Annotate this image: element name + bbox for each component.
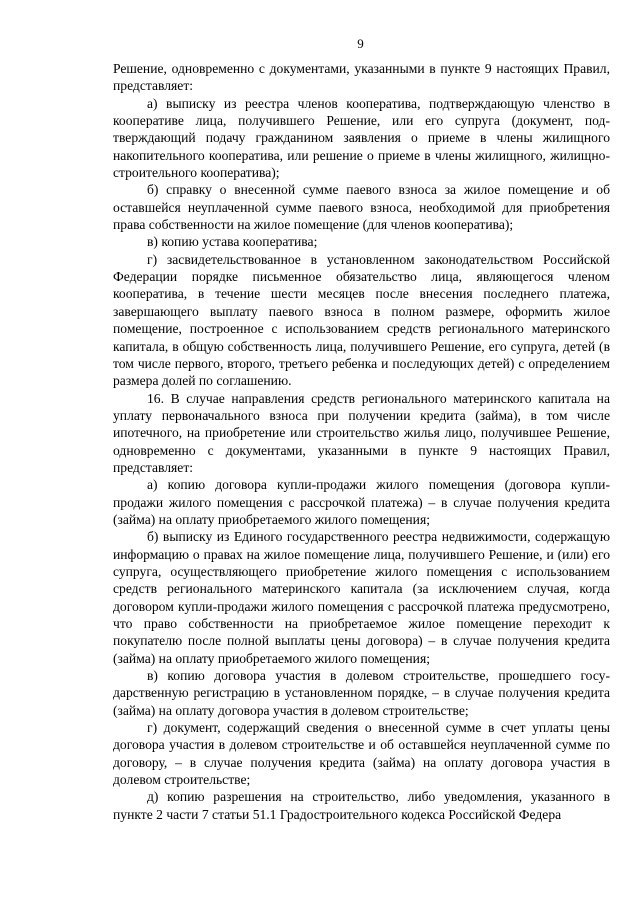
paragraph: в) копию устава кооператива; <box>147 234 318 250</box>
paragraph: г) засвидетельствованное в установленном законодательством Российской Федерации порядке письменное обязательство лица, являющегося членом кооператива, в течение шести месяцев после внесения последнего платежа, завершающего выплату паевого взноса в полном размере, оформить жилое помещение, построенное с использованием средств регионального материнского капитала, в общую собственность лица, получившего Решение, его супруга, детей (в том числе первого, второго, третьего ребенка и последующих детей) с определением размера долей по соглашению. <box>113 251 610 389</box>
document-body <box>113 60 610 823</box>
paragraph: 16. В случае направления средств регионального материнского капитала на уплату первоначального взноса при получении кредита (займа), в том числе ипотечного, на приобретение или строительство жилья лицо, получившее Решение, одновременно с документами, указанными в пункте 9 настоящих Правил, представляет: <box>113 390 610 475</box>
paragraph: в) копию договора участия в долевом строительстве, прошедшего государственную регистрацию в установленном порядке, – в случае получения кредита (займа) на оплату договора участия в долевом строительстве; <box>113 668 610 718</box>
paragraph: а) копию договора купли-продажи жилого помещения (договора купли-продажи жилого помещения с рассрочкой платежа) – в случае получения кредита (займа) на оплату приобретаемого жилого помещения; <box>113 477 610 527</box>
paragraph: г) документ, содержащий сведения о внесенной сумме в счет уплаты цены договора участия в долевом строительстве и об оставшейся неуплаченной сумме по договору, – в случае получения кредита (займа) на оплату договора участия в долевом строительстве; <box>113 720 610 788</box>
paragraph: б) выписку из Единого государственного реестра недвижимости, содержащую информацию о правах на жилое помещение лица, получившего Решение, и (или) его супруга, осуществляющего приобретение жилого помещения с использованием средств регионального материнского капитала (за исключением случая, когда договором купли-продажи жилого помещения с рассрочкой платежа предусмотрено, что право собственности на приобретаемое жилое помещение переходит к покупателю после полной выплаты цены договора) – в случае получения кредита (займа) на оплату приобретаемого жилого помещения; <box>113 529 610 666</box>
paragraph: Решение, одновременно с документами, указанными в пункте 9 настоящих Правил, представляет: <box>113 61 610 94</box>
paragraph: д) копию разрешения на строительство, либо уведомления, указанного в пункте 2 части 7 статьи 51.1 Градостроительного кодекса Российской Федера <box>113 789 610 822</box>
page-number: 9 <box>357 36 364 51</box>
paragraph: а) выписку из реестра членов кооператива, подтверждающую членство в кооперативе лица, получившего Решение, или его супруга (документ, подтверждающий подачу гражданином заявления о приеме в члены жилищного накопительного кооператива, или решение о приеме в члены жилищного, жилищно-строительного кооператива); <box>113 95 610 181</box>
paragraph: б) справку о внесенной сумме паевого взноса за жилое помещение и об оставшейся неуплаченной сумме паевого взноса, необходимой для приобретения права собственности на жилое помещение (для членов кооператива); <box>113 182 610 233</box>
